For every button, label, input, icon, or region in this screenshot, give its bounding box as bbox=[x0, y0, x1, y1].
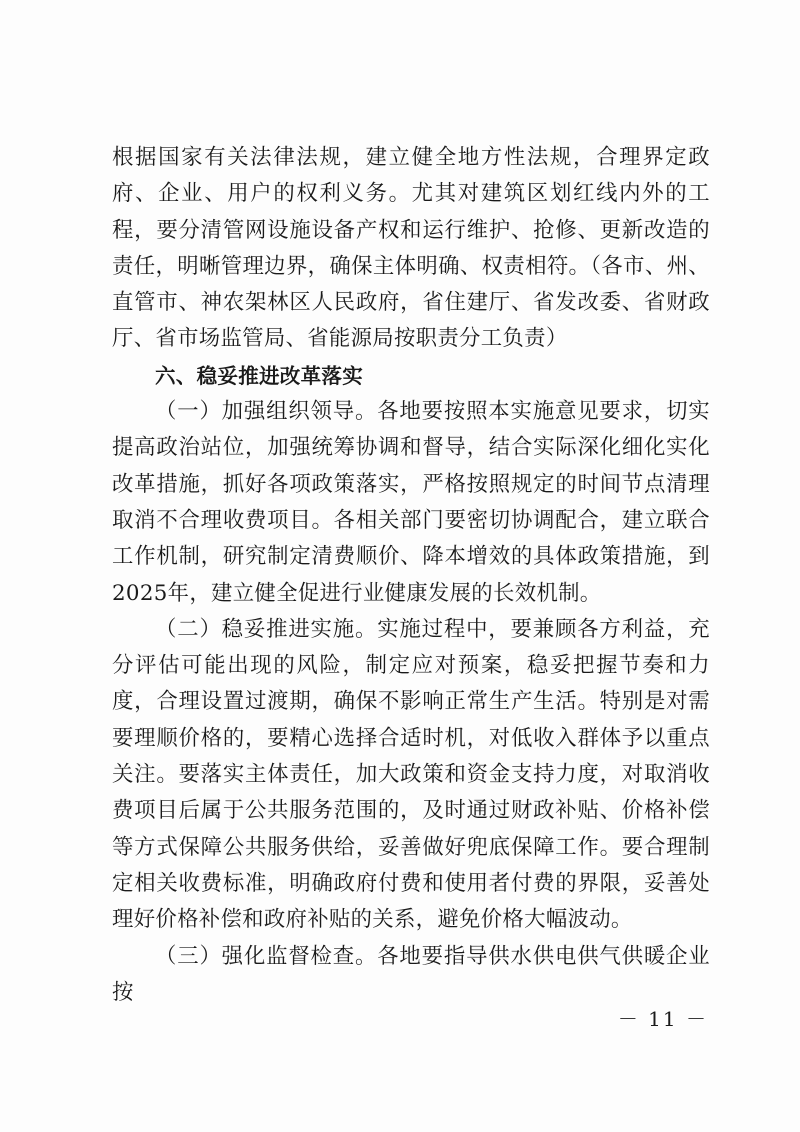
paragraph-steady-implementation: （二）稳妥推进实施。实施过程中，要兼顾各方利益，充分评估可能出现的风险，制定应对预案，稳妥把握节奏和力度，合理设置过渡期，确保不影响正常生产生活。特别是对需要理顺价格的，要精心选择合适时机，对低收入群体予以重点关注。要落实主体责任，加大政策和资金支持力度，对取消收费项目后属于公共服务范围的，及时通过财政补贴、价格补偿等方式保障公共服务供给，妥善做好兜底保障工作。要合理制定相关收费标准，明确政府付费和使用者付费的界限，妥善处理好价格补偿和政府补贴的关系，避免价格大幅波动。 bbox=[112, 616, 710, 933]
paragraph-supervision-inspection: （三）强化监督检查。各地要指导供水供电供气供暖企业按 bbox=[112, 943, 710, 1005]
page-number: － 11 － bbox=[617, 1007, 708, 1031]
continuation-paragraph: 根据国家有关法律法规，建立健全地方性法规，合理界定政府、企业、用户的权利义务。尤其对建筑区划红线内外的工程，要分清管网设施设备产权和运行维护、抢修、更新改造的责任，明晰管理边界，确保主体明确、权责相符。（各市、州、直管市、神农架林区人民政府，省住建厅、省发改委、省财政厅、省市场监管局、省能源局按职责分工负责） bbox=[112, 145, 710, 352]
paragraph-organization-leadership: （一）加强组织领导。各地要按照本实施意见要求，切实提高政治站位，加强统筹协调和督导，结合实际深化细化实化改革措施，抓好各项政策落实，严格按照规定的时间节点清理取消不合理收费项目。各相关部门要密切协调配合，建立联合工作机制，研究制定清费顺价、降本增效的具体政策措施，到2025年，建立健全促进行业健康发展的长效机制。 bbox=[112, 399, 710, 606]
document-body bbox=[112, 140, 710, 1011]
section-heading: 六、稳妥推进改革落实 bbox=[155, 363, 363, 388]
